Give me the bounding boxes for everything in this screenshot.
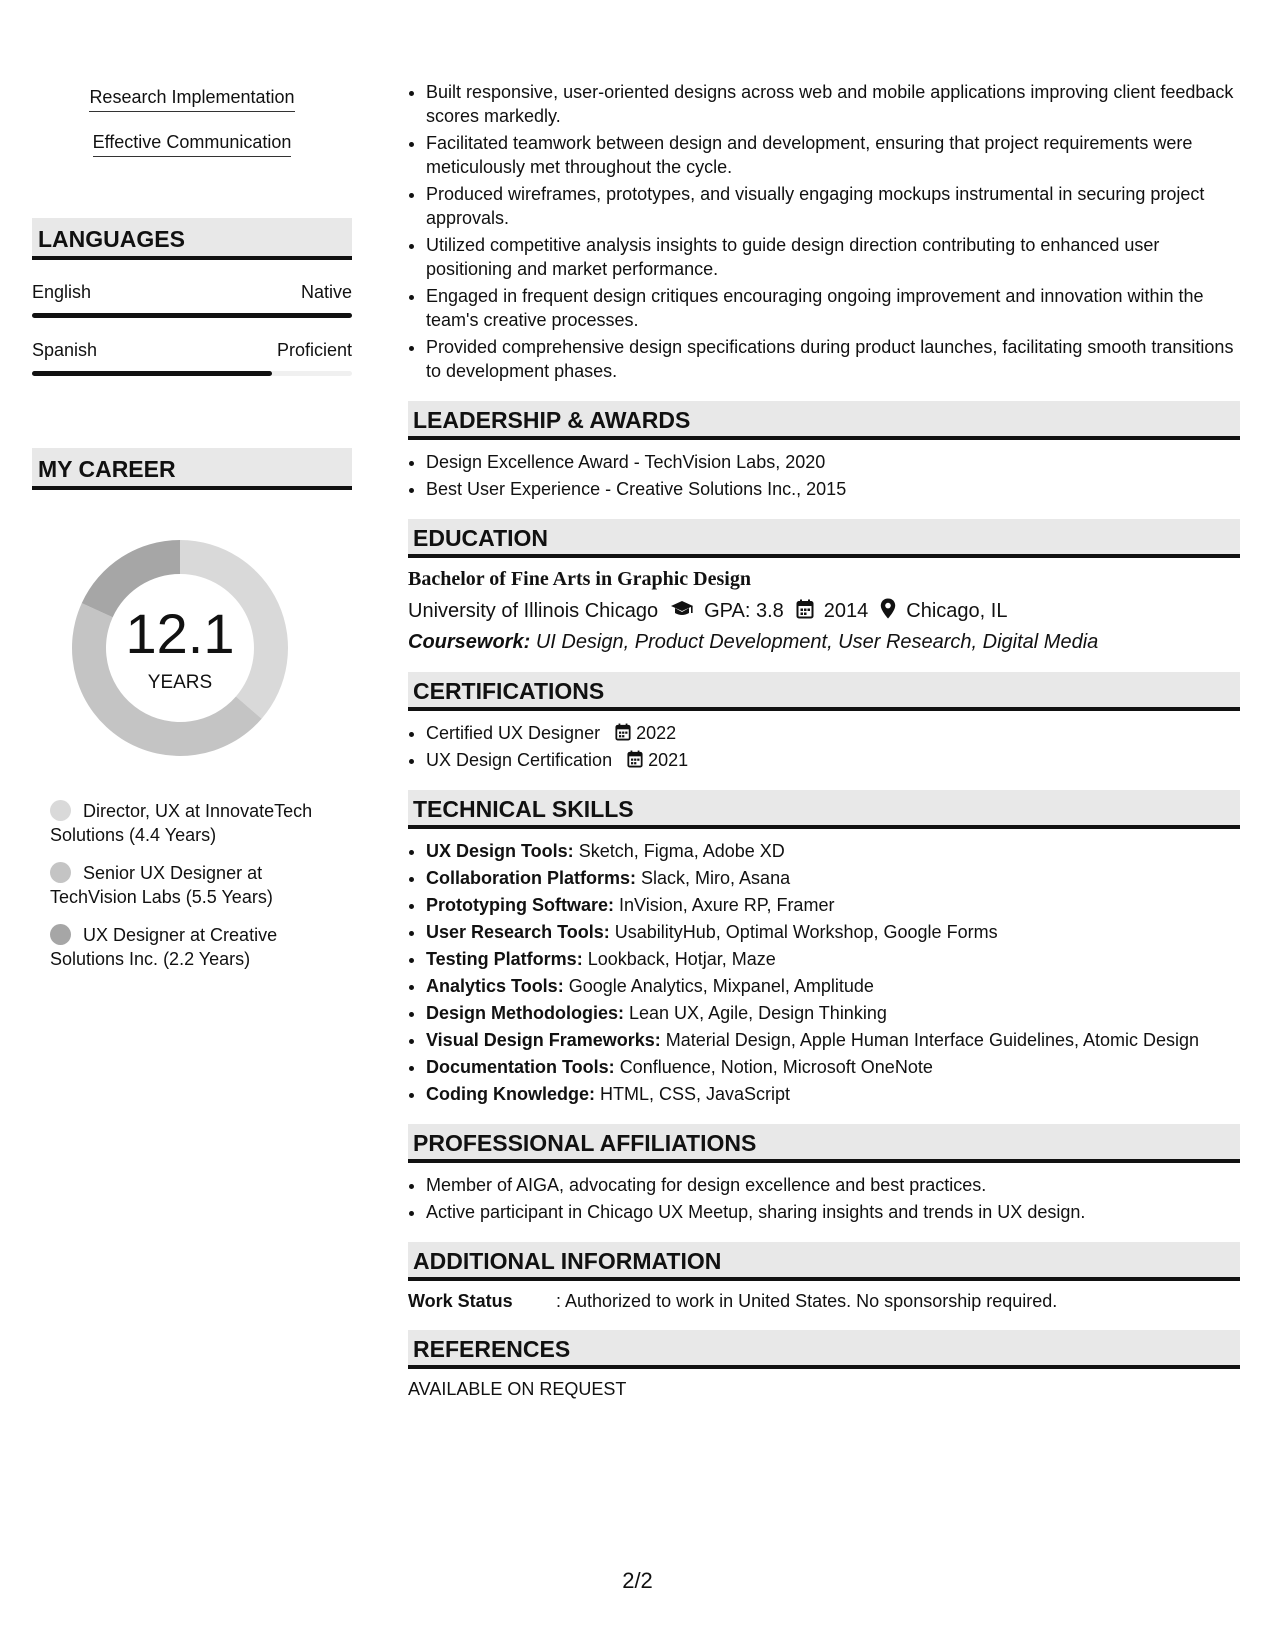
certification-name: UX Design Certification (426, 750, 613, 770)
skill-item (426, 839, 1240, 863)
skill-item (426, 1082, 1240, 1106)
work-status-label: Work Status (408, 1291, 513, 1311)
certification-year: 2021 (648, 750, 689, 770)
career-legend (32, 799, 352, 971)
career-unit: YEARS (147, 672, 213, 693)
language-bar-fill (32, 313, 352, 318)
calendar-icon (796, 599, 814, 625)
coursework-value: UI Design, Product Development, User Research, Digital Media (535, 631, 1099, 653)
affiliations-heading: PROFESSIONAL AFFILIATIONS (408, 1124, 1240, 1163)
languages-heading: LANGUAGES (32, 218, 352, 260)
skill-item (426, 866, 1240, 890)
education-heading: EDUCATION (408, 519, 1240, 558)
skill-value: Slack, Miro, Asana (641, 868, 791, 888)
skill-item (426, 947, 1240, 971)
language-name: Spanish (32, 340, 98, 360)
main-content (408, 80, 1240, 1400)
language-bar (32, 313, 352, 318)
references-heading: REFERENCES (408, 1330, 1240, 1369)
language-bar (32, 371, 352, 376)
strength-item: Research Implementation (89, 86, 294, 112)
additional-heading: ADDITIONAL INFORMATION (408, 1242, 1240, 1281)
experience-bullet: • Built responsive, user-oriented designs across web and mobile applications improving client feedback scores markedly. (426, 80, 1240, 128)
calendar-icon (615, 723, 631, 743)
skill-value: Lookback, Hotjar, Maze (587, 949, 776, 969)
skill-value: Material Design, Apple Human Interface Guidelines, Atomic Design (665, 1030, 1200, 1050)
career-label: UX Designer at Creative Solutions Inc. (2.2 Years) (50, 925, 278, 969)
education-degree: Bachelor of Fine Arts in Graphic Design (408, 568, 751, 590)
coursework-label: Coursework: (408, 631, 531, 653)
skill-label: Documentation Tools: (426, 1057, 615, 1077)
skill-label: UX Design Tools: (426, 841, 574, 861)
skill-value: HTML, CSS, JavaScript (600, 1084, 791, 1104)
education-school: University of Illinois Chicago (408, 600, 659, 622)
references-text: AVAILABLE ON REQUEST (408, 1379, 627, 1399)
skill-label: Visual Design Frameworks: (426, 1030, 661, 1050)
skill-label: Testing Platforms: (426, 949, 583, 969)
leadership-heading: LEADERSHIP & AWARDS (408, 401, 1240, 440)
legend-dot-icon (50, 862, 71, 883)
skill-label: Collaboration Platforms: (426, 868, 637, 888)
certification-item (426, 748, 1240, 772)
skill-label: Coding Knowledge: (426, 1084, 595, 1104)
calendar-icon (627, 750, 643, 770)
education-year: 2014 (823, 600, 869, 622)
language-level: Native (300, 282, 352, 302)
language-bar-fill (32, 371, 272, 376)
skill-item (426, 974, 1240, 998)
skill-label: Design Methodologies: (426, 1003, 624, 1023)
skills-heading: TECHNICAL SKILLS (408, 790, 1240, 829)
experience-bullet: • Produced wireframes, prototypes, and visually engaging mockups instrumental in securing project approvals. (426, 182, 1240, 230)
career-donut (64, 532, 296, 764)
education-meta (408, 598, 1240, 625)
education-location: Chicago, IL (906, 600, 1008, 622)
career-legend-item (50, 799, 352, 847)
experience-bullet: • Engaged in frequent design critiques encouraging ongoing improvement and innovation within the team's creative processes. (426, 284, 1240, 332)
career-total: 12.1 (125, 602, 235, 665)
leadership-list (408, 450, 1240, 501)
skill-value: Sketch, Figma, Adobe XD (578, 841, 785, 861)
skill-value: Google Analytics, Mixpanel, Amplitude (568, 976, 874, 996)
strengths-list (32, 86, 352, 176)
language-spanish (32, 340, 352, 376)
education-gpa: GPA: 3.8 (704, 600, 784, 622)
skill-item (426, 893, 1240, 917)
legend-dot-icon (50, 800, 71, 821)
certification-year: 2022 (636, 723, 677, 743)
work-status-value: : Authorized to work in United States. No sponsorship required. (556, 1291, 1058, 1311)
skill-value: UsabilityHub, Optimal Workshop, Google Forms (614, 922, 998, 942)
language-level: Proficient (276, 340, 352, 360)
work-status (408, 1291, 1240, 1312)
experience-bullets (408, 80, 1240, 383)
skill-item (426, 920, 1240, 944)
skill-label: Prototyping Software: (426, 895, 614, 915)
sidebar (32, 86, 352, 985)
education-coursework (408, 631, 1240, 654)
skill-item (426, 1055, 1240, 1079)
career-label: Director, UX at InnovateTech Solutions (4.4 Years) (50, 801, 313, 845)
experience-bullet: • Utilized competitive analysis insights to guide design direction contributing to enhanced user positioning and market performance. (426, 233, 1240, 281)
award-item: • Design Excellence Award - TechVision Labs, 2020 (426, 450, 1240, 474)
skill-label: User Research Tools: (426, 922, 610, 942)
page-number: 2/2 (622, 1568, 653, 1593)
graduation-cap-icon (670, 600, 694, 624)
skill-label: Analytics Tools: (426, 976, 564, 996)
award-item: • Best User Experience - Creative Solutions Inc., 2015 (426, 477, 1240, 501)
certification-name: Certified UX Designer (426, 723, 601, 743)
legend-dot-icon (50, 924, 71, 945)
career-heading: MY CAREER (32, 448, 352, 490)
career-legend-item (50, 861, 352, 909)
career-legend-item (50, 923, 352, 971)
certifications-list (408, 721, 1240, 772)
location-pin-icon (880, 598, 896, 625)
affiliation-item: • Active participant in Chicago UX Meetup, sharing insights and trends in UX design. (426, 1200, 1240, 1224)
certification-item (426, 721, 1240, 745)
affiliation-item: • Member of AIGA, advocating for design excellence and best practices. (426, 1173, 1240, 1197)
language-name: English (32, 282, 92, 302)
certifications-heading: CERTIFICATIONS (408, 672, 1240, 711)
strength-item: Effective Communication (93, 131, 292, 157)
skill-item (426, 1001, 1240, 1025)
skill-value: Lean UX, Agile, Design Thinking (629, 1003, 887, 1023)
language-english (32, 282, 352, 318)
skills-list (408, 839, 1240, 1106)
skill-item (426, 1028, 1240, 1052)
experience-bullet: • Provided comprehensive design specifications during product launches, facilitating smooth transitions to development phases. (426, 335, 1240, 383)
experience-bullet: • Facilitated teamwork between design and development, ensuring that project requirements were meticulously met throughout the cycle. (426, 131, 1240, 179)
affiliations-list (408, 1173, 1240, 1224)
career-label: Senior UX Designer at TechVision Labs (5.5 Years) (50, 863, 273, 907)
skill-value: InVision, Axure RP, Framer (619, 895, 835, 915)
skill-value: Confluence, Notion, Microsoft OneNote (619, 1057, 933, 1077)
